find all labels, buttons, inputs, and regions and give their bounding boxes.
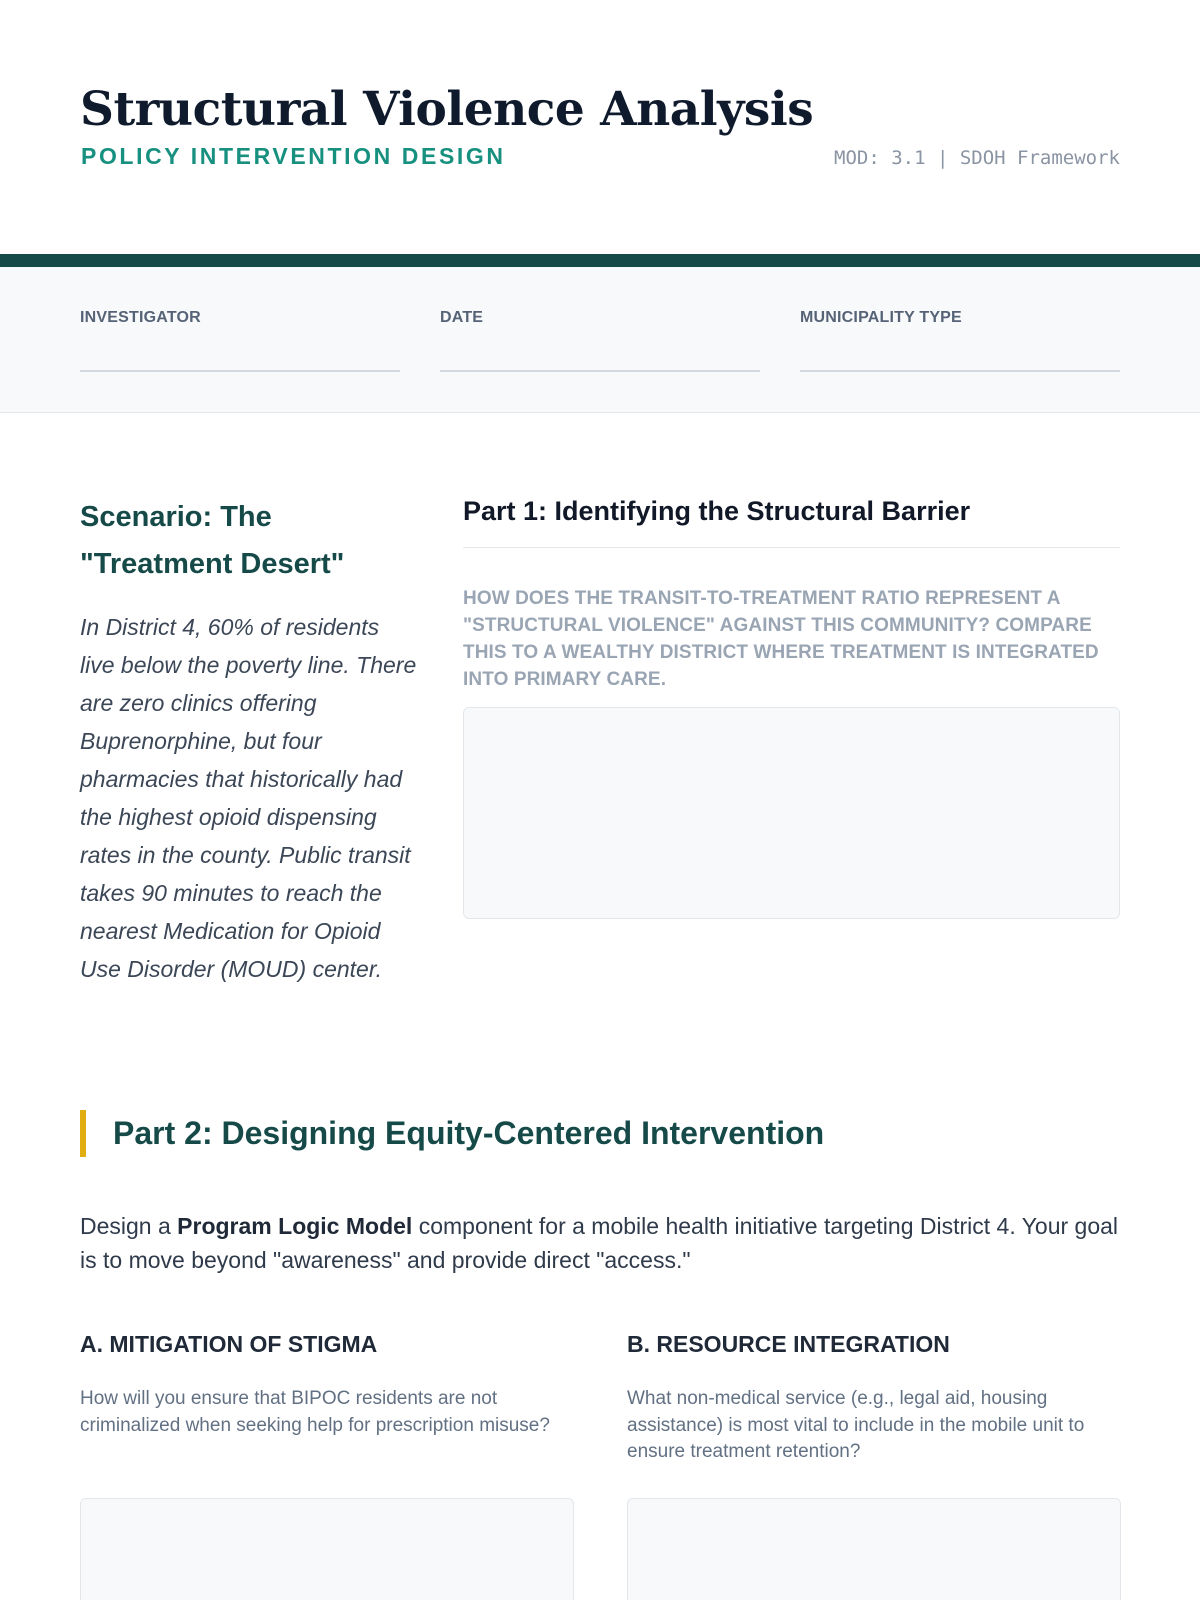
part2-desc-suffix: component for a mobile health initiative targeting District 4. Your goal is to move beyond "awareness" and provide direct "access.": [80, 1213, 1119, 1273]
part1-section: [463, 494, 1120, 919]
investigator-field: [80, 267, 400, 413]
stigma-title: A. MITIGATION OF STIGMA: [80, 1331, 378, 1357]
part1-answer-box[interactable]: [463, 707, 1120, 919]
investigator-input[interactable]: [80, 370, 400, 372]
resource-integration-title: B. RESOURCE INTEGRATION: [627, 1331, 950, 1357]
page-header: [0, 0, 1200, 254]
resource-integration-question: What non-medical service (e.g., legal aid, housing assistance) is most vital to include in the mobile unit to ensure treatment retention?: [627, 1388, 1085, 1462]
part2-description: [80, 1209, 1125, 1277]
municipality-type-field: [800, 267, 1120, 413]
page-subtitle: POLICY INTERVENTION DESIGN: [81, 143, 506, 169]
meta-fields-bar: [0, 267, 1200, 413]
municipality-type-input[interactable]: [800, 370, 1120, 372]
part2-desc-bold: Program Logic Model: [177, 1213, 413, 1239]
scenario-body: In District 4, 60% of residents live below the poverty line. There are zero clinics offering Buprenorphine, but four pharmacies that historically had the highest opioid dispensing rates in the county. Public transit takes 90 minutes to reach the nearest Medication for Opioid Use Disorder (MOUD) center.: [80, 614, 417, 982]
date-field: [440, 267, 760, 413]
header-divider: [0, 254, 1200, 267]
part2-title: Part 2: Designing Equity-Centered Intervention: [113, 1115, 825, 1151]
municipality-type-label: MUNICIPALITY TYPE: [800, 309, 962, 326]
scenario-title: Scenario: The "Treatment Desert": [80, 501, 345, 580]
stigma-answer-box[interactable]: [80, 1498, 574, 1600]
stigma-question: How will you ensure that BIPOC residents are not criminalized when seeking help for prescription misuse?: [80, 1388, 550, 1436]
resource-integration-answer-box[interactable]: [627, 1498, 1121, 1600]
part1-question: HOW DOES THE TRANSIT-TO-TREATMENT RATIO REPRESENT A "STRUCTURAL VIOLENCE" AGAINST THIS COMMUNITY? COMPARE THIS TO A WEALTHY DISTRICT WHERE TREATMENT IS INTEGRATED INTO PRIMARY CARE.: [463, 588, 1099, 690]
part2-heading: [80, 1110, 824, 1157]
part2-desc-prefix: Design a: [80, 1213, 178, 1239]
date-input[interactable]: [440, 370, 760, 372]
stigma-section: [80, 1330, 574, 1439]
date-label: DATE: [440, 309, 484, 326]
resource-integration-section: [627, 1330, 1121, 1466]
page-title: Structural Violence Analysis: [80, 82, 814, 137]
part1-title: Part 1: Identifying the Structural Barrier: [463, 494, 1120, 548]
module-tag: MOD: 3.1 | SDOH Framework: [834, 147, 1120, 169]
scenario-panel: [80, 494, 420, 988]
investigator-label: INVESTIGATOR: [80, 309, 201, 326]
